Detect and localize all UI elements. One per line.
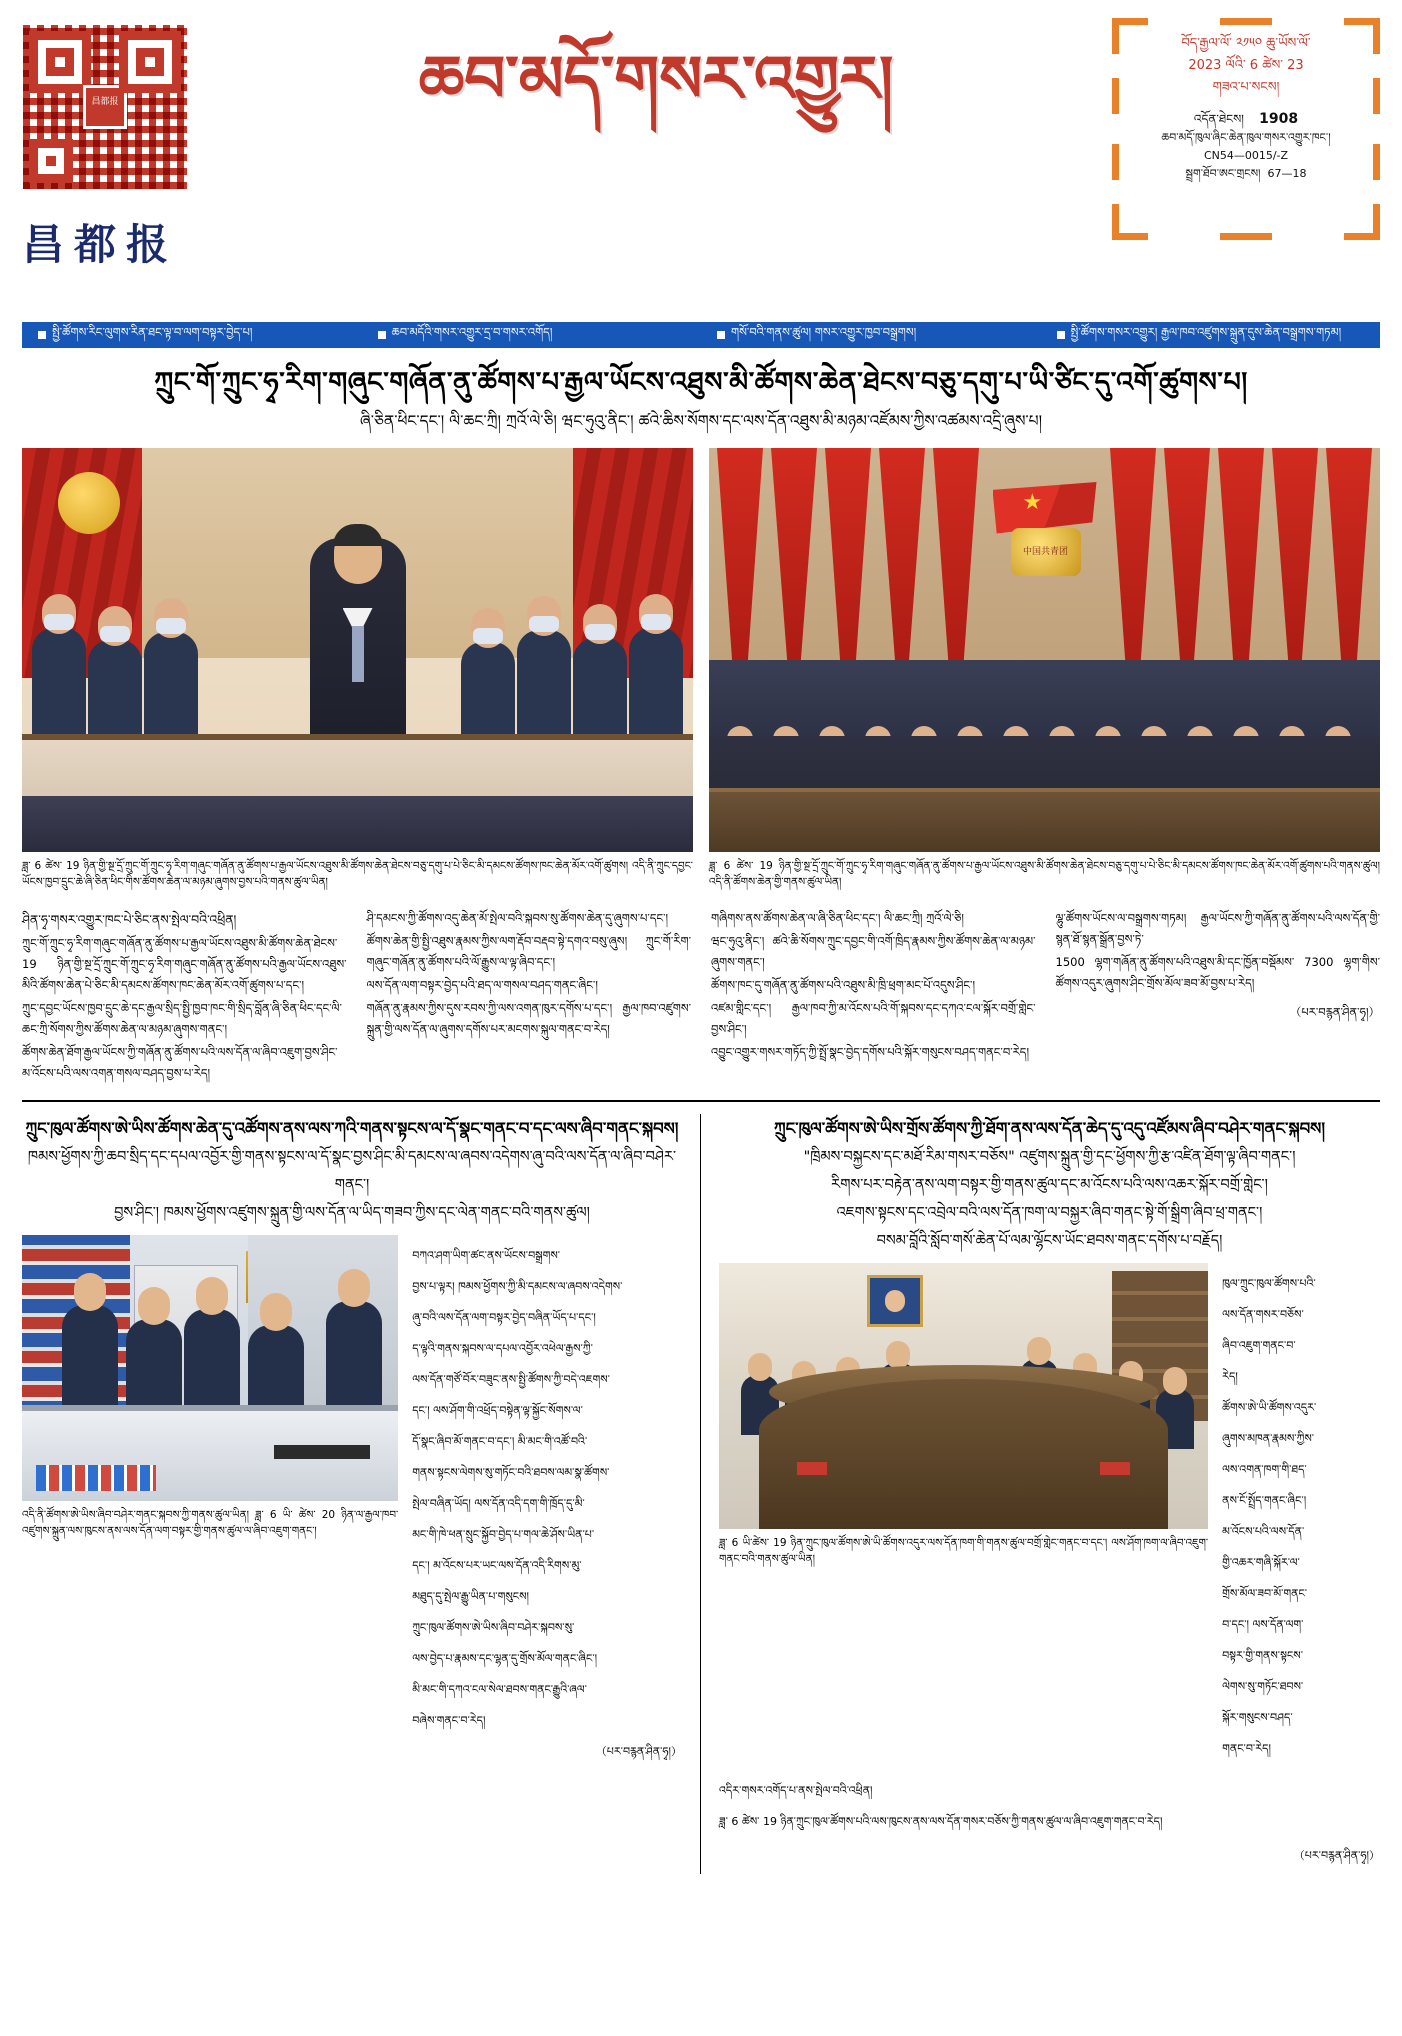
photo-cell-right	[709, 448, 1380, 890]
paragraph: མང་གི་ཁེ་ཕན་སྲུང་སྐྱོབ་བྱེད་པ་གལ་ཆེ་ཤོས་ཡིན་པ་	[412, 1528, 595, 1541]
paragraph: བཀའ་ཤག་ཡིག་ཚང་ནས་ཡོངས་བསྒྲགས་	[412, 1249, 561, 1262]
article-paragraph: ཀྲུང་དབྱང་ཡོངས་ཁྱབ་དྲུང་ཆེ་དང་རྒྱལ་སྲིད་སྤྱི་ཁྱབ་ཁང་གི་སྲིད་བློན་ཞི་ཅིན་ཕིང་དང་ལི་ཆང་ཀྲི་སོགས་ཀྱིས་ཚོགས་ཆེན་ལ་མཉམ་ཞུགས་གནང་།	[22, 1001, 342, 1036]
bottom-right-headline-1: ཀྲུང་ཁུལ་ཚོགས་ཨེ་ཡིས་གྲོས་ཚོགས་ཀྱི་ཐོག་ནས་ལས་དོན་ཆེད་དུ་འདུ་འཛོམས་ཞིབ་བཤེར་གནང་སྐབས།	[773, 1119, 1325, 1138]
paragraph: མཐུད་དུ་སྤེལ་རྒྱུ་ཡིན་པ་གསུངས།	[412, 1590, 529, 1603]
paragraph: དང་། ལས་ཤོག་གི་འཕྲོད་བསྟེན་ལྟ་སྐྱོང་སོགས་ལ་	[412, 1404, 583, 1417]
bottom-right-article	[701, 1114, 1380, 1874]
article-paragraph: འཛམ་གླིང་དང་། རྒྱལ་ཁབ་ཀྱི་མ་འོངས་པའི་གོ་སྐབས་དང་དཀའ་ངལ་སྐོར་བགྲོ་གླེང་བྱས་ཤིང་།	[711, 1001, 1036, 1036]
frame-edge-icon	[1112, 78, 1119, 114]
paragraph: ལས་དོན་གསར་བཅོས་	[1222, 1308, 1304, 1321]
lead-article-columns	[22, 908, 1380, 1086]
photo-caption: ཟླ་ 6 ཚེས་ 19 ཉིན་གྱི་སྔ་དྲོ་ཀྲུང་གོ་ཀྲུང་ཧྭ་རིག་གཞུང་གཞོན་ནུ་ཚོགས་པ་རྒྱལ་ཡོངས་འཐུས་མི་ཚོགས་ཆེན་ཐེངས་བཅུ་དགུ་པ་པེ་ཅིང་མི་དམངས་ཚོགས་ཁང་ཆེན་མོར་འགོ་ཚུགས་པའི་གནས་ཚུལ། འདི་ནི་ཚོགས་ཆེན་གྱི་གནས་ཚུལ་ཡིན།	[709, 860, 1380, 888]
meeting-room-photo	[719, 1263, 1208, 1529]
paper-title-chinese: 昌都报	[22, 220, 179, 269]
photo-caption: ཟླ་ 6 ཚེས་ 19 ཉིན་གྱི་སྔ་དྲོ་ཀྲུང་གོ་ཀྲུང་ཧྭ་རིག་གཞུང་གཞོན་ནུ་ཚོགས་པ་རྒྱལ་ཡོངས་འཐུས་མི་ཚོགས་ཆེན་ཐེངས་བཅུ་དགུ་པ་པེ་ཅིང་མི་དམངས་ཚོགས་ཁང་ཆེན་མོར་འགོ་ཚུགས། འདི་ནི་ཀྲུང་དབྱང་ཡོངས་ཁྱབ་དྲུང་ཆེ་ཞི་ཅིན་ཕིང་གིས་ཚོགས་ཆེན་ལ་མཉམ་ཞུགས་བྱས་པའི་གནས་ཚུལ་ཡིན།	[22, 860, 693, 888]
postal-label: སྦྲག་ཐོབ་ཨང་གྲངས།	[1185, 167, 1261, 180]
publisher-line: ཆབ་མདོ་ཁུལ་ཞིང་ཆེན་ཁུལ་གསར་འགྱུར་ཁང་།	[1161, 131, 1331, 144]
paragraph: གནང་བ་རེད།	[1222, 1742, 1271, 1755]
paragraph: བཞེས་གནང་བ་རེད།	[412, 1714, 486, 1727]
keyboard-icon	[274, 1445, 370, 1459]
qr-code-icon[interactable]	[22, 24, 188, 190]
article-column-3	[711, 908, 1036, 1086]
weekday: གཟའ་པ་སངས།	[1212, 80, 1280, 95]
frame-edge-icon	[1220, 18, 1272, 25]
paragraph: གྲོས་མོལ་ཟབ་མོ་གནང་	[1222, 1587, 1308, 1600]
article-paragraph: འབྱུང་འགྱུར་གསར་གཏོད་ཀྱི་སྤྲོ་སྣང་བྱེད་དགོས་པའི་སྐོར་གསུངས་བཤད་གནང་བ་རེད།	[711, 1045, 1029, 1059]
bottom-right-footer-paragraph: ཟླ་ 6 ཚེས་ 19 ཉིན་ཀྲུང་ཁུལ་ཚོགས་པའི་ལས་ཁུངས་ནས་ལས་དོན་གསར་བཅོས་ཀྱི་གནས་ཚུལ་ལ་ཞིབ་འཇུག་གནང་བ་རེད།	[719, 1815, 1163, 1828]
bottom-right-photo-caption: ཟླ་ 6 ཡི་ཚེས་ 19 ཉིན་ཀྲུང་ཁུལ་ཚོགས་ཨེ་ཡི་ཚོགས་འདུར་ལས་དོན་ཁག་གི་གནས་ཚུལ་བགྲོ་གླེང་གནང་བ་དང་། ལས་ཤོག་ཁག་ལ་ཞིབ་འཇུག་གནང་བའི་གནས་ཚུལ་ཡིན།	[719, 1537, 1209, 1565]
nav-item-label: གསོ་བའི་གནས་ཚུལ། གསར་འགྱུར་ཁྱབ་བསྒྲགས།	[731, 324, 917, 339]
frame-corner-icon	[1112, 18, 1148, 54]
paragraph: ཞིབ་འཇུག་གནང་བ་	[1222, 1339, 1296, 1352]
paragraph: ད་ལྟའི་གནས་སྐབས་ལ་དཔལ་འབྱོར་འཕེལ་རྒྱས་ཀྱི་	[412, 1342, 593, 1355]
article-paragraph: ཚོགས་ཁང་དུ་གཞོན་ནུ་ཚོགས་པའི་འཐུས་མི་ཁྲི་ཕྲག་མང་པོ་འདུས་ཤིང་།	[711, 978, 976, 992]
paragraph: བྱས་པ་ལྟར། ཁམས་ཕྱོགས་ཀྱི་མི་དམངས་ལ་ཞབས་འདེགས་	[412, 1280, 623, 1293]
paragraph: སྤེལ་བཞིན་ཡོད། ལས་དོན་འདི་དག་གི་ཁྲོད་དུ་མི་	[412, 1497, 585, 1510]
bottom-left-headline-1: ཀྲུང་ཁུལ་ཚོགས་ཨེ་ཡིས་ཚོགས་ཆེན་དུ་འཚོགས་ནས་ལས་ཀའི་གནས་སྟངས་ལ་དོ་སྣང་གནང་བ་དང་ལས་ཞིབ་གནང་སྐབས།	[25, 1119, 679, 1138]
paragraph: དོ་སྣང་ཞིབ་མོ་གནང་བ་དང་། མི་མང་གི་འཚོ་བའི་	[412, 1435, 588, 1448]
qr-center-label: 昌都报	[83, 85, 127, 129]
article-paragraph: ཀྲུང་གོ་ཀྲུང་ཧྭ་རིག་གཞུང་གཞོན་ནུ་ཚོགས་པ་རྒྱལ་ཡོངས་འཐུས་མི་ཚོགས་ཆེན་ཐེངས་ 19 ཉིན་གྱི་སྔ་དྲོ་ཀྲུང་གོ་ཀྲུང་ཧྭ་རིག་གཞུང་གཞོན་ནུ་ཚོགས་པའི་རྒྱལ་ཡོངས་འཐུས་མིའི་ཚོགས་ཆེན་པེ་ཅིང་མི་དམངས་ཚོགས་ཁང་ཆེན་མོར་འགོ་ཚུགས་པ་དང་།	[22, 936, 347, 992]
podium-front	[22, 796, 693, 852]
photo-cell-left	[22, 448, 693, 890]
paragraph: ལས་བྱེད་པ་རྣམས་དང་ལྷན་དུ་གྲོས་མོལ་གནང་ཞིང་།	[412, 1652, 598, 1665]
frame-edge-icon	[1373, 78, 1380, 114]
paper-title-tibetan: ཆབ་མདོ་གསར་འགྱུར།	[418, 43, 894, 117]
page-title: ཀྲུང་གོ་ཀྲུང་ཧྭ་རིག་གཞུང་གཞོན་ནུ་ཚོགས་པ་རྒྱལ་ཡོངས་འཐུས་མི་ཚོགས་ཆེན་ཐེངས་བཅུ་དགུ་པ་ཡི་ཙིང་དུ་འགོ་ཚུགས་པ།	[154, 367, 1248, 398]
postal-code: 67—18	[1267, 167, 1307, 180]
paragraph: ཚོགས་ཨེ་ཡི་ཚོགས་འདུར་	[1222, 1401, 1317, 1414]
paragraph: ལས་དོན་གཙོ་བོར་བཟུང་ནས་སྤྱི་ཚོགས་ཀྱི་བདེ་འཇགས་	[412, 1373, 610, 1386]
frame-edge-icon	[1373, 144, 1380, 180]
nav-item-2[interactable]	[362, 319, 702, 352]
book-row	[36, 1465, 156, 1491]
bottom-right-headline-3: རིགས་པར་བརྟེན་ནས་ལག་བསྟར་གྱི་གནས་ཚུལ་དང་མ་འོངས་པའི་ལས་འཆར་སྐོར་བགྲོ་གླེང་།	[831, 1177, 1268, 1193]
nav-item-4[interactable]	[1041, 319, 1381, 352]
bullet-square-icon	[38, 331, 46, 339]
bullet-square-icon	[378, 331, 386, 339]
nav-item-label: སྤྱི་ཚོགས་རིང་ལུགས་རིན་ཐང་ལྟ་བ་ལག་བསྟར་བྱེད་པ།	[52, 324, 253, 339]
frame-corner-icon	[1112, 204, 1148, 240]
nameplate-icon	[797, 1462, 827, 1475]
qr-block	[22, 14, 200, 272]
congress-hall-photo	[709, 448, 1380, 852]
paragraph: ཞུ་བའི་ལས་དོན་ལག་བསྟར་བྱེད་བཞིན་ཡོད་པ་དང་།	[412, 1311, 596, 1324]
paragraph: ཞུགས་མཁན་རྣམས་ཀྱིས་	[1222, 1432, 1315, 1445]
article-column-2	[367, 908, 692, 1086]
bottom-right-headline-2: "ཁྲིམས་བསྐྱངས་དང་མཐོ་རིམ་གསར་བཅོས" འཛུགས་སྐྲུན་གྱི་དང་ཕྱོགས་ཀྱི་རྩ་འཛིན་ཐོག་ལྟ་ཞིབ་གནང་།	[803, 1149, 1296, 1165]
article-paragraph: 1500 ལྷག་གཞོན་ནུ་ཚོགས་པའི་འཐུས་མི་དང་ཁྱོན་བསྡོམས་ 7300 ལྷག་གིས་ཚོགས་འདུར་ཞུགས་ཤིང་གྲོས་མོལ་ཟབ་མོ་བྱས་པ་རེད།	[1055, 955, 1380, 990]
conference-table	[759, 1379, 1168, 1529]
bottom-left-byline: （པར་བརྙན་ཤིན་ཧྭ།）	[595, 1745, 682, 1758]
article-paragraph: ལས་དོན་ལག་བསྟར་བྱེད་པའི་ཐད་ལ་གསལ་བཤད་གནང་ཞིང་།	[366, 978, 598, 992]
audience-left	[32, 598, 212, 748]
paragraph: ནས་ངོ་སྤྲོད་གནང་ཞིང་།	[1222, 1494, 1307, 1507]
lead-headline-block	[22, 364, 1380, 434]
bottom-right-text	[1222, 1263, 1380, 1770]
lead-subhead: ཞི་ཅིན་ཕིང་དང་། ལི་ཆང་ཀྲི། ཀྲའོ་ལེ་ཅི། ཝང་ཧུའུ་ནིང་། ཚའེ་ཆིས་སོགས་དང་ལས་དོན་འཐུས་མི་མཉམ་འཛོམས་ཀྱིས་འཚམས་འདྲི་ཞུས་པ།	[359, 412, 1043, 430]
nav-item-label: སྤྱི་ཚོགས་གསར་འགྱུར། རྒྱལ་ཁབ་འཛུགས་སྐྲུན་དུས་ཆེན་བསྒྲགས་གཏམ།	[1070, 324, 1342, 339]
paragraph: གྱི་འཆར་གཞི་སྐོར་ལ་	[1222, 1556, 1300, 1569]
paragraph: མི་མང་གི་དཀའ་ངལ་སེལ་ཐབས་གནང་རྒྱུའི་ཞལ་	[412, 1683, 587, 1696]
frame-edge-icon	[1112, 144, 1119, 180]
paragraph: བ་དང་། ལས་དོན་ལག་	[1222, 1618, 1304, 1631]
bottom-left-headline-2: ཁམས་ཕྱོགས་ཀྱི་ཆབ་སྲིད་དང་དཔལ་འབྱོར་གྱི་གནས་སྟངས་ལ་དོ་སྣང་བྱས་ཤིང་མི་དམངས་ལ་ཞབས་འདེགས་ཞུ་བའི་ལས་དོན་ལ་ཞིབ་བཤེར་གནང་།	[27, 1149, 677, 1193]
article-byline: （པར་བརྙན་ཤིན་ཧྭ།）	[1289, 1005, 1380, 1019]
paragraph: སྐོར་གསུངས་བཤད་	[1222, 1711, 1293, 1724]
paragraph: དང་། མ་འོངས་པར་ཡང་ལས་དོན་འདི་རིགས་མུ་	[412, 1559, 582, 1572]
section-divider	[22, 1100, 1380, 1102]
article-paragraph: ལྷུ་ཚོགས་ཡོངས་ལ་བསྒྲགས་གཏམ། རྒྱལ་ཡོངས་ཀྱི་གཞོན་ནུ་ཚོགས་པའི་ལས་དོན་གྱི་སྙན་ཐོ་སྙན་སྒྲོན་བྱས་ཏེ་	[1055, 911, 1380, 946]
issue-label: འདོན་ཐེངས།	[1193, 112, 1244, 126]
issue-info-panel	[1112, 18, 1380, 240]
paragraph: ལེགས་སུ་གཏོང་ཐབས་	[1222, 1680, 1304, 1693]
article-paragraph: ཤི་དམངས་ཀྱི་ཚོགས་འདུ་ཆེན་མོ་སྤེལ་བའི་སྐབས་སུ་ཚོགས་ཆེན་དུ་ཞུགས་པ་དང་།	[366, 911, 669, 925]
bottom-right-byline: （པར་བརྙན་ཤིན་ཧྭ།）	[1293, 1849, 1380, 1862]
paragraph: ཀྲུང་ཁུལ་ཚོགས་ཨེ་ཡིས་ཞིབ་བཤེར་སྐབས་སུ་	[412, 1621, 575, 1634]
paragraph: ཁུལ་ཀྲུང་ཁུལ་ཚོགས་པའི་	[1222, 1277, 1316, 1290]
frame-edge-icon	[1220, 233, 1272, 240]
portrait-frame-icon	[867, 1275, 923, 1327]
bottom-right-headline-5: བསམ་བློའི་སློབ་གསོ་ཆེན་པོ་ལམ་ལྷོངས་ཡོང་ཐབས་གནང་དགོས་པ་བརྗོད།	[876, 1233, 1223, 1249]
date-gregorian: 2023 ལོའི་ 6 ཚེས་ 23	[1188, 58, 1304, 73]
article-column-1	[22, 908, 347, 1086]
paragraph: མ་འོངས་པའི་ལས་དོན་	[1222, 1525, 1305, 1538]
bottom-left-photo-caption: འདི་ནི་ཚོགས་ཨེ་ཡིས་ཞིབ་བཤེར་གནང་སྐབས་ཀྱི་གནས་ཚུལ་ཡིན། ཟླ་ 6 ཡི་ ཚེས་ 20 ཉིན་ལ་རྒྱལ་ཁབ་འཛུགས་སྐྲུན་ལས་ཁུངས་ནས་ལས་དོན་ལག་བསྟར་གྱི་གནས་ཚུལ་ལ་ཞིབ་འཇུག་གནང་།	[22, 1509, 399, 1537]
nav-item-1[interactable]	[22, 319, 362, 352]
gold-emblem-icon	[58, 472, 120, 534]
bottom-left-photo-wrap	[22, 1235, 398, 1762]
xi-jinping-standing-photo	[22, 448, 693, 852]
presidium-desk	[709, 788, 1380, 852]
date-tibetan-line1: བོད་རྒྱལ་ལོ་ ༢༡༥༠ ཆུ་ཡོས་ལོ་	[1181, 36, 1311, 51]
article-paragraph: ཝང་ཧུའུ་ནིང་། ཚའེ་ཆི་སོགས་ཀྲུང་དབྱང་གི་འགོ་ཁྲིད་རྣམས་ཀྱིས་ཚོགས་ཆེན་ལ་མཉམ་ཞུགས་གནང་།	[711, 934, 1036, 969]
nav-item-label: ཆབ་མདོའི་གསར་འགྱུར་དྲ་བ་གསར་འགོད།	[391, 324, 553, 339]
paragraph: ལས་འགན་ཁག་གི་ཐད་	[1222, 1463, 1307, 1476]
bottom-left-text	[412, 1235, 682, 1762]
nav-item-3[interactable]	[701, 319, 1041, 352]
lead-photo-row	[22, 448, 1380, 890]
necktie	[352, 626, 364, 682]
cn-code: CN54—0015/-Z	[1203, 149, 1289, 162]
youth-league-emblem-icon: ★ 中国共青团	[985, 482, 1105, 590]
issue-number: 1908	[1259, 111, 1299, 127]
bottom-left-headline-3: བྱས་ཤིང་། ཁམས་ཕྱོགས་འཛུགས་སྐྲུན་གྱི་ལས་དོན་ལ་ཡིད་གཟབ་ཀྱིས་དང་ལེན་གནང་བའི་གནས་ཚུལ།	[114, 1205, 590, 1221]
paper-title-block	[200, 14, 1112, 120]
bottom-right-photo-wrap	[719, 1263, 1208, 1770]
article-column-4	[1056, 908, 1381, 1086]
article-paragraph: ཚོགས་ཆེན་གྱི་སྤྱི་འཐུས་རྣམས་ཀྱིས་ལག་རྡོབ་བརྡབ་སྟེ་དགའ་བསུ་ཞུས། ཀྲུང་གོ་རིག་གཞུང་གཞོན་ནུ་ཚོགས་པའི་ལོ་རྒྱུས་ལ་ལྟ་ཞིབ་དང་།	[366, 934, 691, 969]
audience-right	[453, 598, 683, 748]
article-paragraph: གཞིགས་ནས་ཚོགས་ཆེན་ལ་ཞི་ཅིན་ཕིང་དང་། ལི་ཆང་ཀྲི། ཀྲའོ་ལེ་ཅི།	[711, 911, 964, 925]
paragraph: རེད།	[1222, 1370, 1238, 1383]
bottom-section	[22, 1114, 1380, 1874]
section-navbar	[22, 322, 1380, 348]
bottom-right-headline-4: འཇགས་སྟངས་དང་འབྲེལ་བའི་ལས་དོན་ཁག་ལ་བསྐྱར་ཞིབ་གནང་སྟེ་གོ་སྒྲིག་ཞིབ་ཕྲ་གནང་།	[836, 1205, 1263, 1221]
bullet-square-icon	[1057, 331, 1065, 339]
bullet-square-icon	[717, 331, 725, 339]
article-paragraph: གཞོན་ནུ་རྣམས་ཀྱིས་དུས་རབས་ཀྱི་ལས་འགན་ཁུར་དགོས་པ་དང་། རྒྱལ་ཁབ་འཛུགས་སྐྲུན་གྱི་ལས་དོན་ལ་ཞུགས་དགོས་པར་མངགས་སྐུལ་གནང་བ་རེད།	[366, 1001, 691, 1036]
nameplate-icon	[1100, 1462, 1130, 1475]
frame-corner-icon	[1344, 204, 1380, 240]
paragraph: བསྟར་གྱི་གནས་སྟངས་	[1222, 1649, 1304, 1662]
bottom-right-footer-paragraph: འདིར་གསར་འགོད་པ་ནས་སྤེལ་བའི་འཕྲིན།	[719, 1784, 873, 1797]
paragraph: གནས་སྟངས་ལེགས་སུ་གཏོང་བའི་ཐབས་ལམ་སྣ་ཚོགས་	[412, 1466, 610, 1479]
article-paragraph: ཤིན་ཧྭ་གསར་འགྱུར་ཁང་པེ་ཅིང་ནས་སྤེལ་བའི་འཕྲིན།	[22, 912, 237, 927]
masthead	[22, 14, 1380, 314]
article-paragraph: ཚོགས་ཆེན་ཐོག་རྒྱལ་ཡོངས་ཀྱི་གཞོན་ནུ་ཚོགས་པའི་ལས་དོན་ལ་ཞིབ་འཇུག་བྱས་ཤིང་མ་འོངས་པའི་ལས་འགན་གསལ་བཤད་བྱས་པ་རེད།	[22, 1045, 338, 1080]
office-visit-photo	[22, 1235, 398, 1501]
bottom-left-article	[22, 1114, 701, 1874]
frame-corner-icon	[1344, 18, 1380, 54]
